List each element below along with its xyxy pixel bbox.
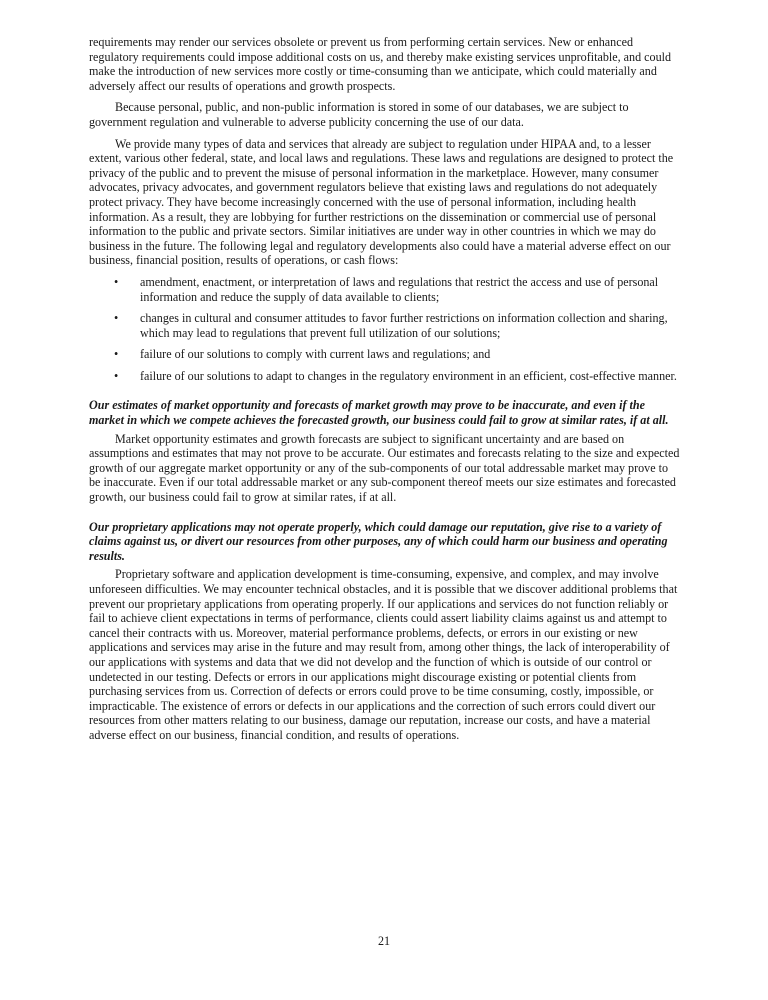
paragraph-proprietary-applications: Proprietary software and application development is time-consuming, expensive, and complex, and may involve unforeseen difficulties. We may encounter technical obstacles, and it is possible that we discover additional problems that prevent our proprietary applications from operating properly. If our applications and services do not function reliably or fail to achieve client expectations in terms of performance, clients could assert liability claims against us and attempt to cancel their contracts with us. Moreover, material performance problems, defects, or errors in our existing or new applications and services may arise in the future and may result from, among other things, the lack of interoperability of our applications with systems and data that we did not develop and the function of which is outside of our control or undetected in our testing. Defects or errors in our applications might discourage existing or potential clients from purchasing services from us. Correction of defects or errors could prove to be time consuming, costly, impossible, or impracticable. The existence of errors or defects in our applications and the correction of such errors could divert our resources from other matters relating to our business, damage our reputation, increase our costs, and have a material adverse effect on our business, financial condition, and results of operations. xyxy=(89,567,678,742)
list-item xyxy=(89,347,681,362)
list-item-text: amendment, enactment, or interpretation of laws and regulations that restrict the access and use of personal information and reduce the supply of data available to clients; xyxy=(140,274,659,304)
document-page xyxy=(89,35,681,750)
paragraph-hipaa-regulation: We provide many types of data and services that already are subject to regulation under HIPAA and, to a lesser extent, various other federal, state, and local laws and regulations. These laws and regulations are designed to protect the privacy of the public and to prevent the misuse of personal information in the marketplace. However, many consumer advocates, privacy advocates, and government regulators believe that existing laws and regulations do not adequately protect privacy. They have become increasingly concerned with the use of personal information, including health information. As a result, they are lobbying for further restrictions on the dissemination or commercial use of personal information to the public and private sectors. Similar initiatives are under way in other countries in which we may do business in the future. The following legal and regulatory developments also could have a material adverse effect on our business, financial position, results of operations, or cash flows: xyxy=(89,136,674,268)
paragraph-personal-information: Because personal, public, and non-public information is stored in some of our databases, we are subject to government regulation and vulnerable to adverse publicity concerning the use of our data. xyxy=(89,100,629,129)
bullet-icon: • xyxy=(114,274,119,289)
list-item-text: changes in cultural and consumer attitudes to favor further restrictions on information collection and sharing, which may lead to regulations that prevent full utilization of our solutions; xyxy=(140,311,668,340)
list-item-text: failure of our solutions to comply with current laws and regulations; and xyxy=(140,347,491,362)
list-item xyxy=(89,369,681,384)
list-item xyxy=(89,311,681,340)
section-heading-market-opportunity: Our estimates of market opportunity and forecasts of market growth may prove to be inaccurate, and even if the market in which we compete achieves the forecasted growth, our business could fail to grow at similar rates, if at all. xyxy=(89,398,669,428)
list-item xyxy=(89,275,681,304)
bullet-icon: • xyxy=(114,368,119,383)
page-number: 21 xyxy=(377,934,391,948)
bullet-icon: • xyxy=(114,347,119,362)
bullet-icon: • xyxy=(114,311,119,326)
section-heading-proprietary-applications: Our proprietary applications may not operate properly, which could damage our reputation, give rise to a variety of claims against us, or divert our resources from other purposes, any of which could harm our business and operating results. xyxy=(89,519,668,563)
list-item-text: failure of our solutions to adapt to changes in the regulatory environment in an efficient, cost-effective manner. xyxy=(140,368,677,383)
paragraph-market-opportunity: Market opportunity estimates and growth forecasts are subject to significant uncertainty and are based on assumptions and estimates that may not prove to be accurate. Our estimates and forecasts relating to the size and expected growth of our aggregate market opportunity or any of the sub-components of our total addressable market may prove to be inaccurate. Even if our total addressable market or any sub-component thereof meets our size estimates and forecasted growth, our business could fail to grow at similar rates, if at all. xyxy=(89,431,680,505)
bullet-list-legal-developments xyxy=(89,275,681,384)
paragraph-regulatory-requirements: requirements may render our services obsolete or prevent us from performing certain services. New or enhanced regulatory requirements could impose additional costs on us, and thereby make existing services unprofitable, and could make the introduction of new services more costly or time-consuming than we anticipate, which could materially and adversely affect our results of operations and growth prospects. xyxy=(89,35,672,93)
